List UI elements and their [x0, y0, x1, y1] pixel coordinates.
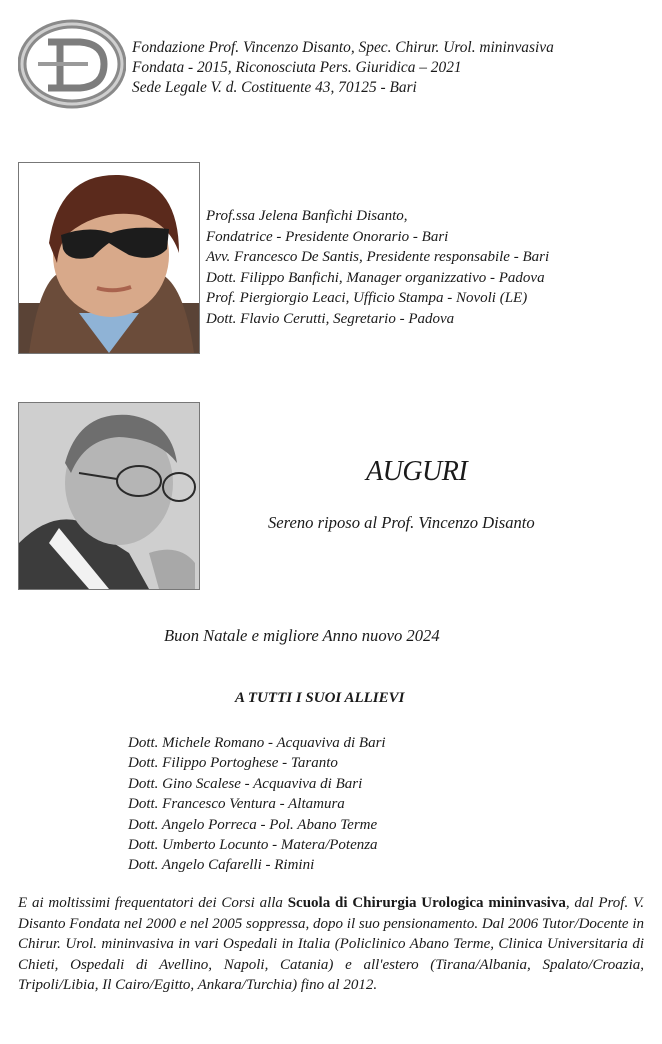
- header-line: Fondata - 2015, Riconosciuta Pers. Giuridica – 2021: [132, 59, 462, 76]
- professor-photo: [18, 402, 200, 590]
- header-line: Sede Legale V. d. Costituente 43, 70125 - Bari: [132, 79, 417, 96]
- student-line: Dott. Filippo Portoghese - Taranto: [128, 755, 338, 772]
- staff-list: [206, 206, 549, 330]
- staff-line: Prof. Piergiorgio Leaci, Ufficio Stampa - Novoli (LE): [206, 290, 528, 307]
- foundation-header: [132, 38, 554, 98]
- staff-line: Avv. Francesco De Santis, Presidente responsabile - Bari: [206, 249, 550, 266]
- student-line: Dott. Umberto Locunto - Matera/Potenza: [128, 837, 378, 854]
- students-title: A TUTTI I SUOI ALLIEVI: [235, 690, 405, 706]
- staff-line: Fondatrice - Presidente Onorario - Bari: [206, 228, 449, 245]
- auguri-title: AUGURI: [366, 456, 468, 487]
- student-line: Dott. Francesco Ventura - Altamura: [128, 796, 345, 813]
- school-name: Scuola di Chirurgia Urologica mininvasiva: [287, 895, 566, 911]
- students-list: [128, 733, 386, 876]
- auguri-subtitle: Sereno riposo al Prof. Vincenzo Disanto: [268, 513, 535, 532]
- christmas-greeting: Buon Natale e migliore Anno nuovo 2024: [164, 626, 440, 645]
- student-line: Dott. Gino Scalese - Acquaviva di Bari: [128, 775, 363, 792]
- foundation-logo: [18, 16, 126, 112]
- student-line: Dott. Angelo Cafarelli - Rimini: [128, 857, 315, 874]
- founder-photo: [18, 162, 200, 354]
- staff-line: Dott. Flavio Cerutti, Segretario - Padova: [206, 310, 455, 327]
- header-line: Fondazione Prof. Vincenzo Disanto, Spec. Chirur. Urol. mininvasiva: [132, 39, 554, 56]
- closing-intro: E ai moltissimi frequentatori dei Corsi alla: [18, 895, 288, 911]
- closing-paragraph: [18, 893, 644, 996]
- staff-line: Dott. Filippo Banfichi, Manager organizzativo - Padova: [206, 269, 545, 286]
- student-line: Dott. Angelo Porreca - Pol. Abano Terme: [128, 816, 378, 833]
- closing-rest: , dal Prof. V. Disanto Fondata nel 2000 e nel 2005 soppressa, dopo il suo pensionamento. Dal 2006 Tutor/Docente in Chirur. Urol. mininvasiva in vari Ospedali in Italia (Policlinico Abano Terme, Clinica Universitaria di Chieti, Ospedali di Avellino, Napoli, Catania) e all'estero (Tirana/Albania, Spalato/Croazia, Tripoli/Libia, Il Cairo/Egitto, Ankara/Turchia) fino al 2012.: [18, 895, 644, 993]
- student-line: Dott. Michele Romano - Acquaviva di Bari: [128, 735, 386, 751]
- staff-line: Prof.ssa Jelena Banfichi Disanto,: [206, 208, 408, 224]
